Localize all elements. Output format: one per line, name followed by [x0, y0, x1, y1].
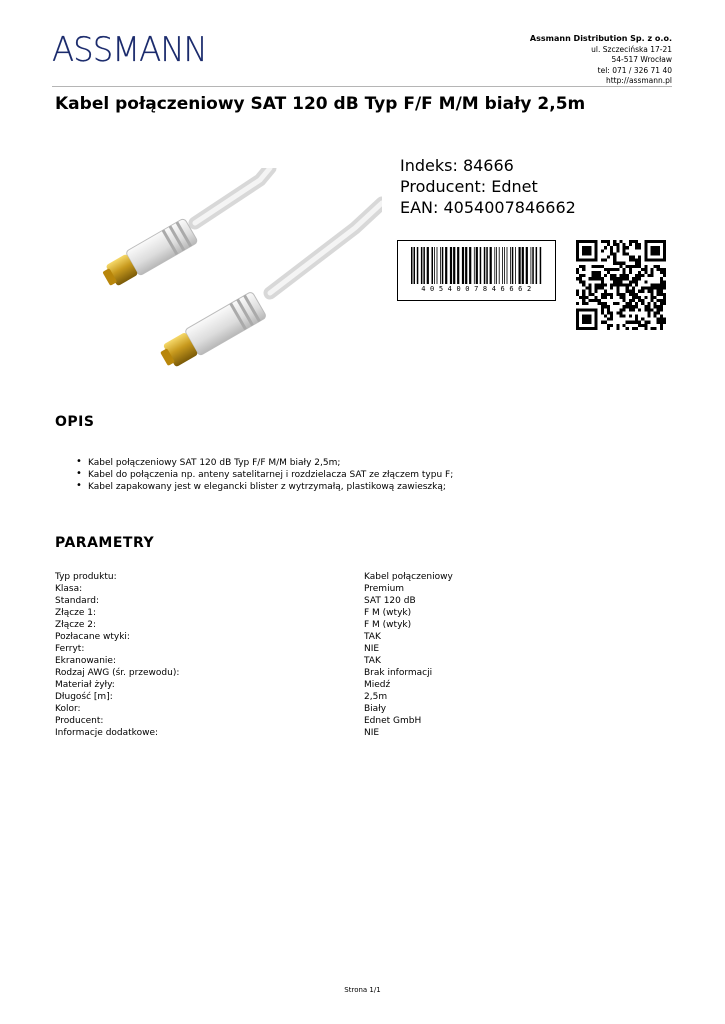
param-value: NIE: [364, 728, 380, 738]
param-value: Brak informacji: [364, 668, 433, 678]
company-phone: tel: 071 / 326 71 40: [597, 65, 672, 75]
section-parametry-heading: PARAMETRY: [55, 535, 155, 551]
param-label: Złącze 2:: [55, 620, 97, 630]
description-item: • Kabel połączeniowy SAT 120 dB Typ F/F M/M biały 2,5m;: [76, 457, 453, 469]
parameters-table: [55, 571, 453, 739]
param-value: TAK: [364, 632, 381, 642]
param-label: Materiał żyły:: [55, 680, 115, 690]
param-value: SAT 120 dB: [364, 596, 416, 606]
description-item: • Kabel zapakowany jest w elegancki blister z wytrzymałą, plastikową zawieszką;: [76, 481, 453, 493]
company-name: Assmann Distribution Sp. z o.o.: [529, 34, 672, 43]
company-url[interactable]: http://assmann.pl: [605, 76, 672, 85]
param-row: [55, 607, 453, 619]
param-label: Rodzaj AWG (śr. przewodu):: [55, 668, 180, 678]
param-row: [55, 583, 453, 595]
param-row: [55, 595, 453, 607]
param-label: Klasa:: [55, 584, 83, 594]
param-value: Biały: [364, 704, 387, 714]
param-label: Długość [m]:: [55, 692, 113, 702]
param-row: [55, 655, 453, 667]
param-label: Ferryt:: [55, 644, 85, 654]
company-street: ul. Szczecińska 17-21: [591, 44, 672, 54]
company-address: [530, 34, 672, 87]
param-row: [55, 703, 453, 715]
assmann-logo: ASSMANN: [52, 30, 207, 70]
param-value: Miedź: [364, 680, 391, 690]
product-info: [400, 155, 576, 218]
param-row: [55, 715, 453, 727]
header-divider: [52, 86, 672, 87]
param-label: Producent:: [55, 716, 104, 726]
ean-barcode: [397, 240, 556, 301]
param-value: NIE: [364, 644, 380, 654]
param-value: Premium: [364, 584, 405, 594]
param-label: Standard:: [55, 596, 99, 606]
description-list: [76, 457, 453, 493]
param-label: Typ produktu:: [55, 572, 117, 582]
param-row: [55, 631, 453, 643]
param-label: Złącze 1:: [55, 608, 97, 618]
param-row: [55, 571, 453, 583]
param-value: F M (wtyk): [364, 608, 412, 618]
section-opis-heading: OPIS: [55, 414, 95, 430]
param-value: 2,5m: [364, 692, 388, 702]
param-row: [55, 619, 453, 631]
barcode-bars: [411, 247, 543, 284]
param-row: [55, 679, 453, 691]
param-label: Kolor:: [55, 704, 81, 714]
param-value: Kabel połączeniowy: [364, 572, 453, 582]
param-row: [55, 643, 453, 655]
product-title: Kabel połączeniowy SAT 120 dB Typ F/F M/M biały 2,5m: [55, 94, 586, 114]
param-value: Ednet GmbH: [364, 716, 422, 726]
page-footer: Strona 1/1: [344, 986, 381, 994]
param-row: [55, 667, 453, 679]
product-image: [100, 168, 382, 378]
param-label: Ekranowanie:: [55, 656, 116, 666]
param-row: [55, 691, 453, 703]
param-label: Informacje dodatkowe:: [55, 728, 159, 738]
company-city: 54-517 Wrocław: [611, 55, 672, 64]
product-producer: Producent: Ednet: [400, 177, 538, 196]
param-label: Pozłacane wtyki:: [55, 632, 130, 642]
param-value: TAK: [364, 656, 381, 666]
product-ean: EAN: 4054007846662: [400, 198, 576, 217]
description-item: • Kabel do połączenia np. anteny satelitarnej i rozdzielacza SAT ze złączem typu F;: [76, 469, 453, 481]
param-value: F M (wtyk): [364, 620, 412, 630]
param-row: [55, 727, 453, 739]
barcode-digits: 4054007846662: [421, 285, 536, 293]
product-index: Indeks: 84666: [400, 156, 514, 175]
qr-code: [576, 240, 666, 330]
